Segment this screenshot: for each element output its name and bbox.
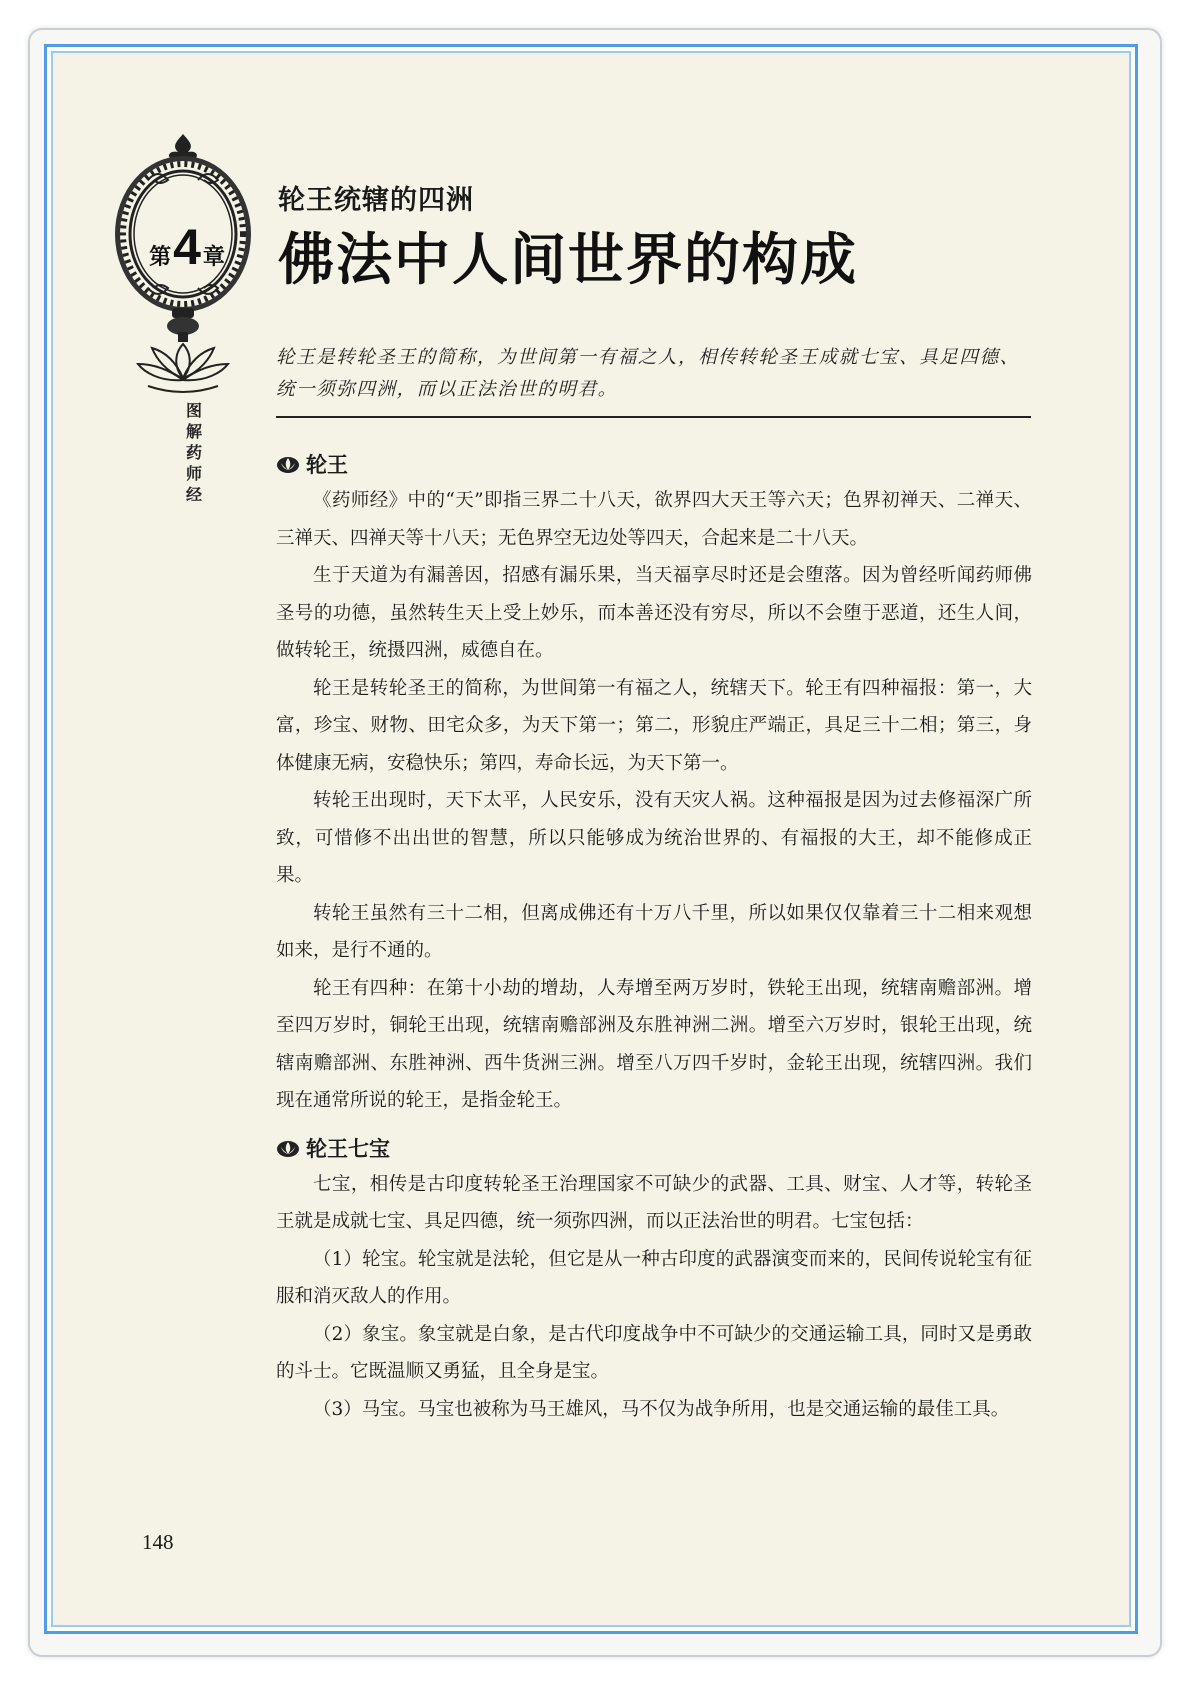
section-gap bbox=[276, 1120, 1032, 1132]
chapter-subtitle: 轮王统辖的四洲 bbox=[278, 185, 474, 216]
chapter-prefix: 第 bbox=[149, 244, 172, 270]
chapter-title: 佛法中人间世界的构成 bbox=[278, 227, 858, 293]
chapter-label bbox=[142, 219, 232, 275]
section-heading-lunwang bbox=[276, 448, 1032, 480]
section-heading-text: 轮王 bbox=[306, 453, 348, 477]
paragraph: 转轮王出现时，天下太平，人民安乐，没有天灾人祸。这种福报是因为过去修福深广所致，可惜修不出出世的智慧，所以只能够成为统治世界的、有福报的大王，却不能修成正果。 bbox=[276, 790, 1032, 886]
section-heading-seven-treasures bbox=[276, 1132, 1032, 1164]
paragraph: 《药师经》中的“天”即指三界二十八天，欲界四大天王等六天；色界初禅天、二禅天、三禅天、四禅天等十八天；无色界空无边处等四天，合起来是二十八天。 bbox=[276, 490, 1032, 549]
chapter-content bbox=[276, 448, 1032, 1428]
lotus-bullet-icon bbox=[276, 1138, 300, 1158]
paragraph: 七宝，相传是古印度转轮圣王治理国家不可缺少的武器、工具、财宝、人才等，转轮圣王就是成就七宝、具足四德，统一须弥四洲，而以正法治世的明君。七宝包括： bbox=[276, 1173, 1032, 1232]
lotus-bullet-icon bbox=[276, 454, 300, 474]
paragraph: （1）轮宝。轮宝就是法轮，但它是从一种古印度的武器演变而来的，民间传说轮宝有征服和消灭敌人的作用。 bbox=[276, 1248, 1032, 1307]
section-heading-text: 轮王七宝 bbox=[306, 1136, 390, 1161]
chapter-number: 4 bbox=[173, 219, 201, 275]
paragraph: 生于天道为有漏善因，招感有漏乐果，当天福享尽时还是会堕落。因为曾经听闻药师佛圣号的功德，虽然转生天上受上妙乐，而本善还没有穷尽，所以不会堕于恶道，还生人间，做转轮王，统摄四洲，威德自在。 bbox=[276, 565, 1032, 661]
chapter-suffix: 章 bbox=[202, 244, 225, 270]
side-book-title: 图解药师经 bbox=[185, 401, 202, 504]
paragraph: 轮王有四种：在第十小劫的增劫，人寿增至两万岁时，铁轮王出现，统辖南赡部洲。增至四万岁时，铜轮王出现，统辖南赡部洲及东胜神洲二洲。增至六万岁时，银轮王出现，统辖南赡部洲、东胜神洲、西牛货洲三洲。增至八万四千岁时，金轮王出现，统辖四洲。我们现在通常所说的轮王，是指金轮王。 bbox=[276, 977, 1032, 1111]
chapter-intro: 轮王是转轮圣王的简称，为世间第一有福之人，相传转轮圣王成就七宝、具足四德、统一须弥四洲，而以正法治世的明君。 bbox=[276, 347, 1020, 400]
page-number: 148 bbox=[142, 1530, 174, 1554]
paragraph: 轮王是转轮圣王的简称，为世间第一有福之人，统辖天下。轮王有四种福报：第一，大富，珍宝、财物、田宅众多，为天下第一；第二，形貌庄严端正，具足三十二相；第三，身体健康无病，安稳快乐；第四，寿命长远，为天下第一。 bbox=[276, 677, 1032, 774]
intro-divider bbox=[276, 416, 1031, 418]
paragraph: 转轮王虽然有三十二相，但离成佛还有十万八千里，所以如果仅仅靠着三十二相来观想如来，是行不通的。 bbox=[276, 902, 1032, 961]
paragraph: （2）象宝。象宝就是白象，是古代印度战争中不可缺少的交通运输工具，同时又是勇敢的斗士。它既温顺又勇猛，且全身是宝。 bbox=[276, 1323, 1032, 1382]
paragraph: （3）马宝。马宝也被称为马王雄风，马不仅为战争所用，也是交通运输的最佳工具。 bbox=[313, 1398, 1010, 1420]
